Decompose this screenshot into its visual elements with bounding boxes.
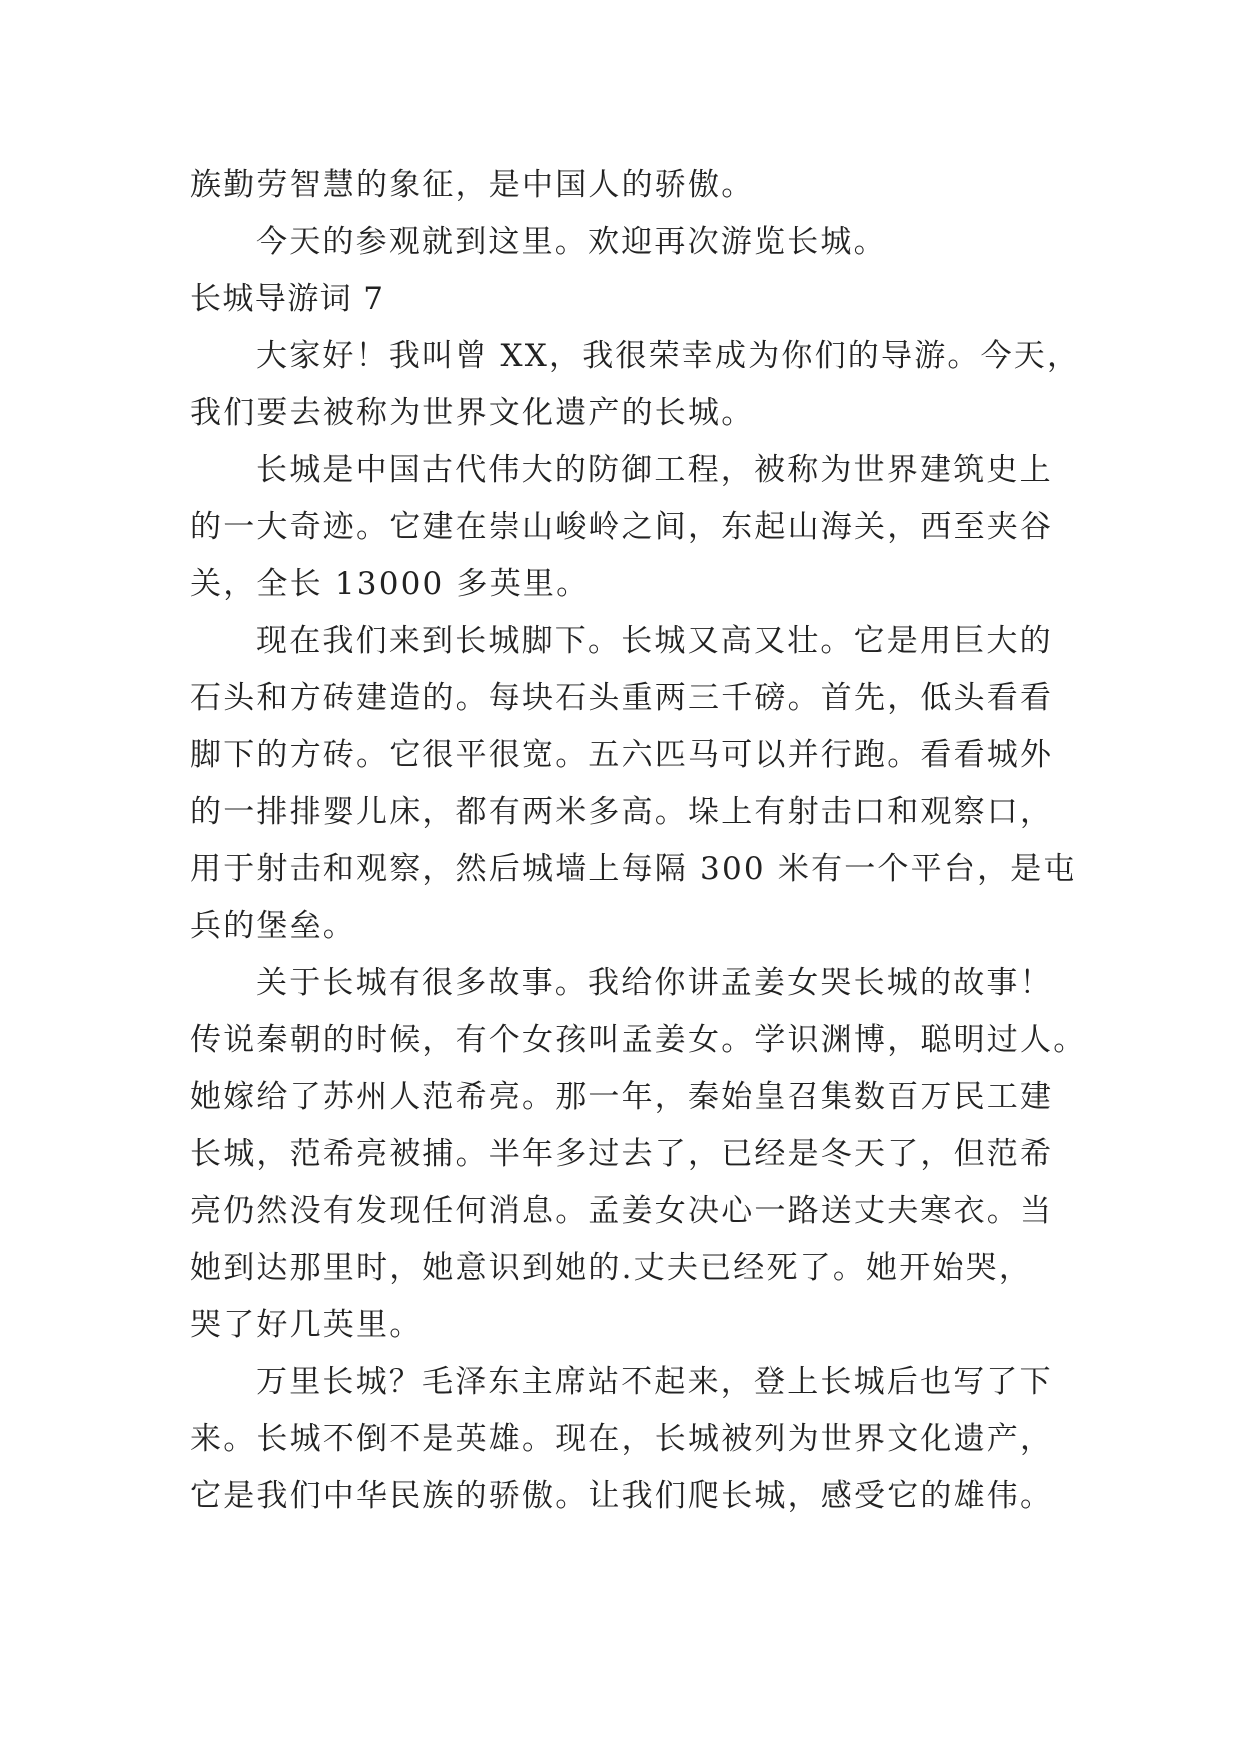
text-line-19: 亮仍然没有发现任何消息。孟姜女决心一路送丈夫寒衣。当: [190, 1193, 1054, 1229]
text-line-6: 长城是中国古代伟大的防御工程，被称为世界建筑史上: [256, 452, 1053, 488]
text-line-2: 今天的参观就到这里。欢迎再次游览长城。: [256, 224, 887, 260]
text-line-4: 大家好！我叫曾 XX，我很荣幸成为你们的导游。今天，: [256, 338, 1081, 374]
text-line-23: 来。长城不倒不是英雄。现在，长城被列为世界文化遗产，: [190, 1421, 1054, 1457]
text-line-18: 长城，范希亮被捕。半年多过去了，已经是冬天了，但范希: [190, 1136, 1054, 1172]
text-line-16: 传说秦朝的时候，有个女孩叫孟姜女。学识渊博，聪明过人。: [190, 1022, 1087, 1058]
text-line-1: 族勤劳智慧的象征，是中国人的骄傲。: [190, 167, 755, 203]
text-line-9: 现在我们来到长城脚下。长城又高又壮。它是用巨大的: [256, 623, 1053, 659]
text-line-24: 它是我们中华民族的骄傲。让我们爬长城，感受它的雄伟。: [190, 1478, 1054, 1514]
text-line-7: 的一大奇迹。它建在崇山峻岭之间，东起山海关，西至夹谷: [190, 509, 1054, 545]
text-line-10: 石头和方砖建造的。每块石头重两三千磅。首先，低头看看: [190, 680, 1054, 716]
text-line-12: 的一排排婴儿床，都有两米多高。垛上有射击口和观察口，: [190, 794, 1054, 830]
text-line-13: 用于射击和观察，然后城墙上每隔 300 米有一个平台，是屯: [190, 851, 1077, 887]
text-line-15: 关于长城有很多故事。我给你讲孟姜女哭长城的故事！: [256, 965, 1053, 1001]
text-line-5: 我们要去被称为世界文化遗产的长城。: [190, 395, 755, 431]
text-line-14: 兵的堡垒。: [190, 908, 356, 944]
text-line-21: 哭了好几英里。: [190, 1307, 423, 1343]
text-line-17: 她嫁给了苏州人范希亮。那一年，秦始皇召集数百万民工建: [190, 1079, 1054, 1115]
text-line-22: 万里长城？毛泽东主席站不起来，登上长城后也写了下: [256, 1364, 1053, 1400]
text-line-11: 脚下的方砖。它很平很宽。五六匹马可以并行跑。看看城外: [190, 737, 1054, 773]
text-line-20: 她到达那里时，她意识到她的.丈夫已经死了。她开始哭，: [190, 1250, 1033, 1286]
section-heading: 长城导游词 7: [190, 281, 385, 317]
document-body: [190, 157, 1087, 1525]
text-line-8: 关，全长 13000 多英里。: [190, 566, 590, 602]
